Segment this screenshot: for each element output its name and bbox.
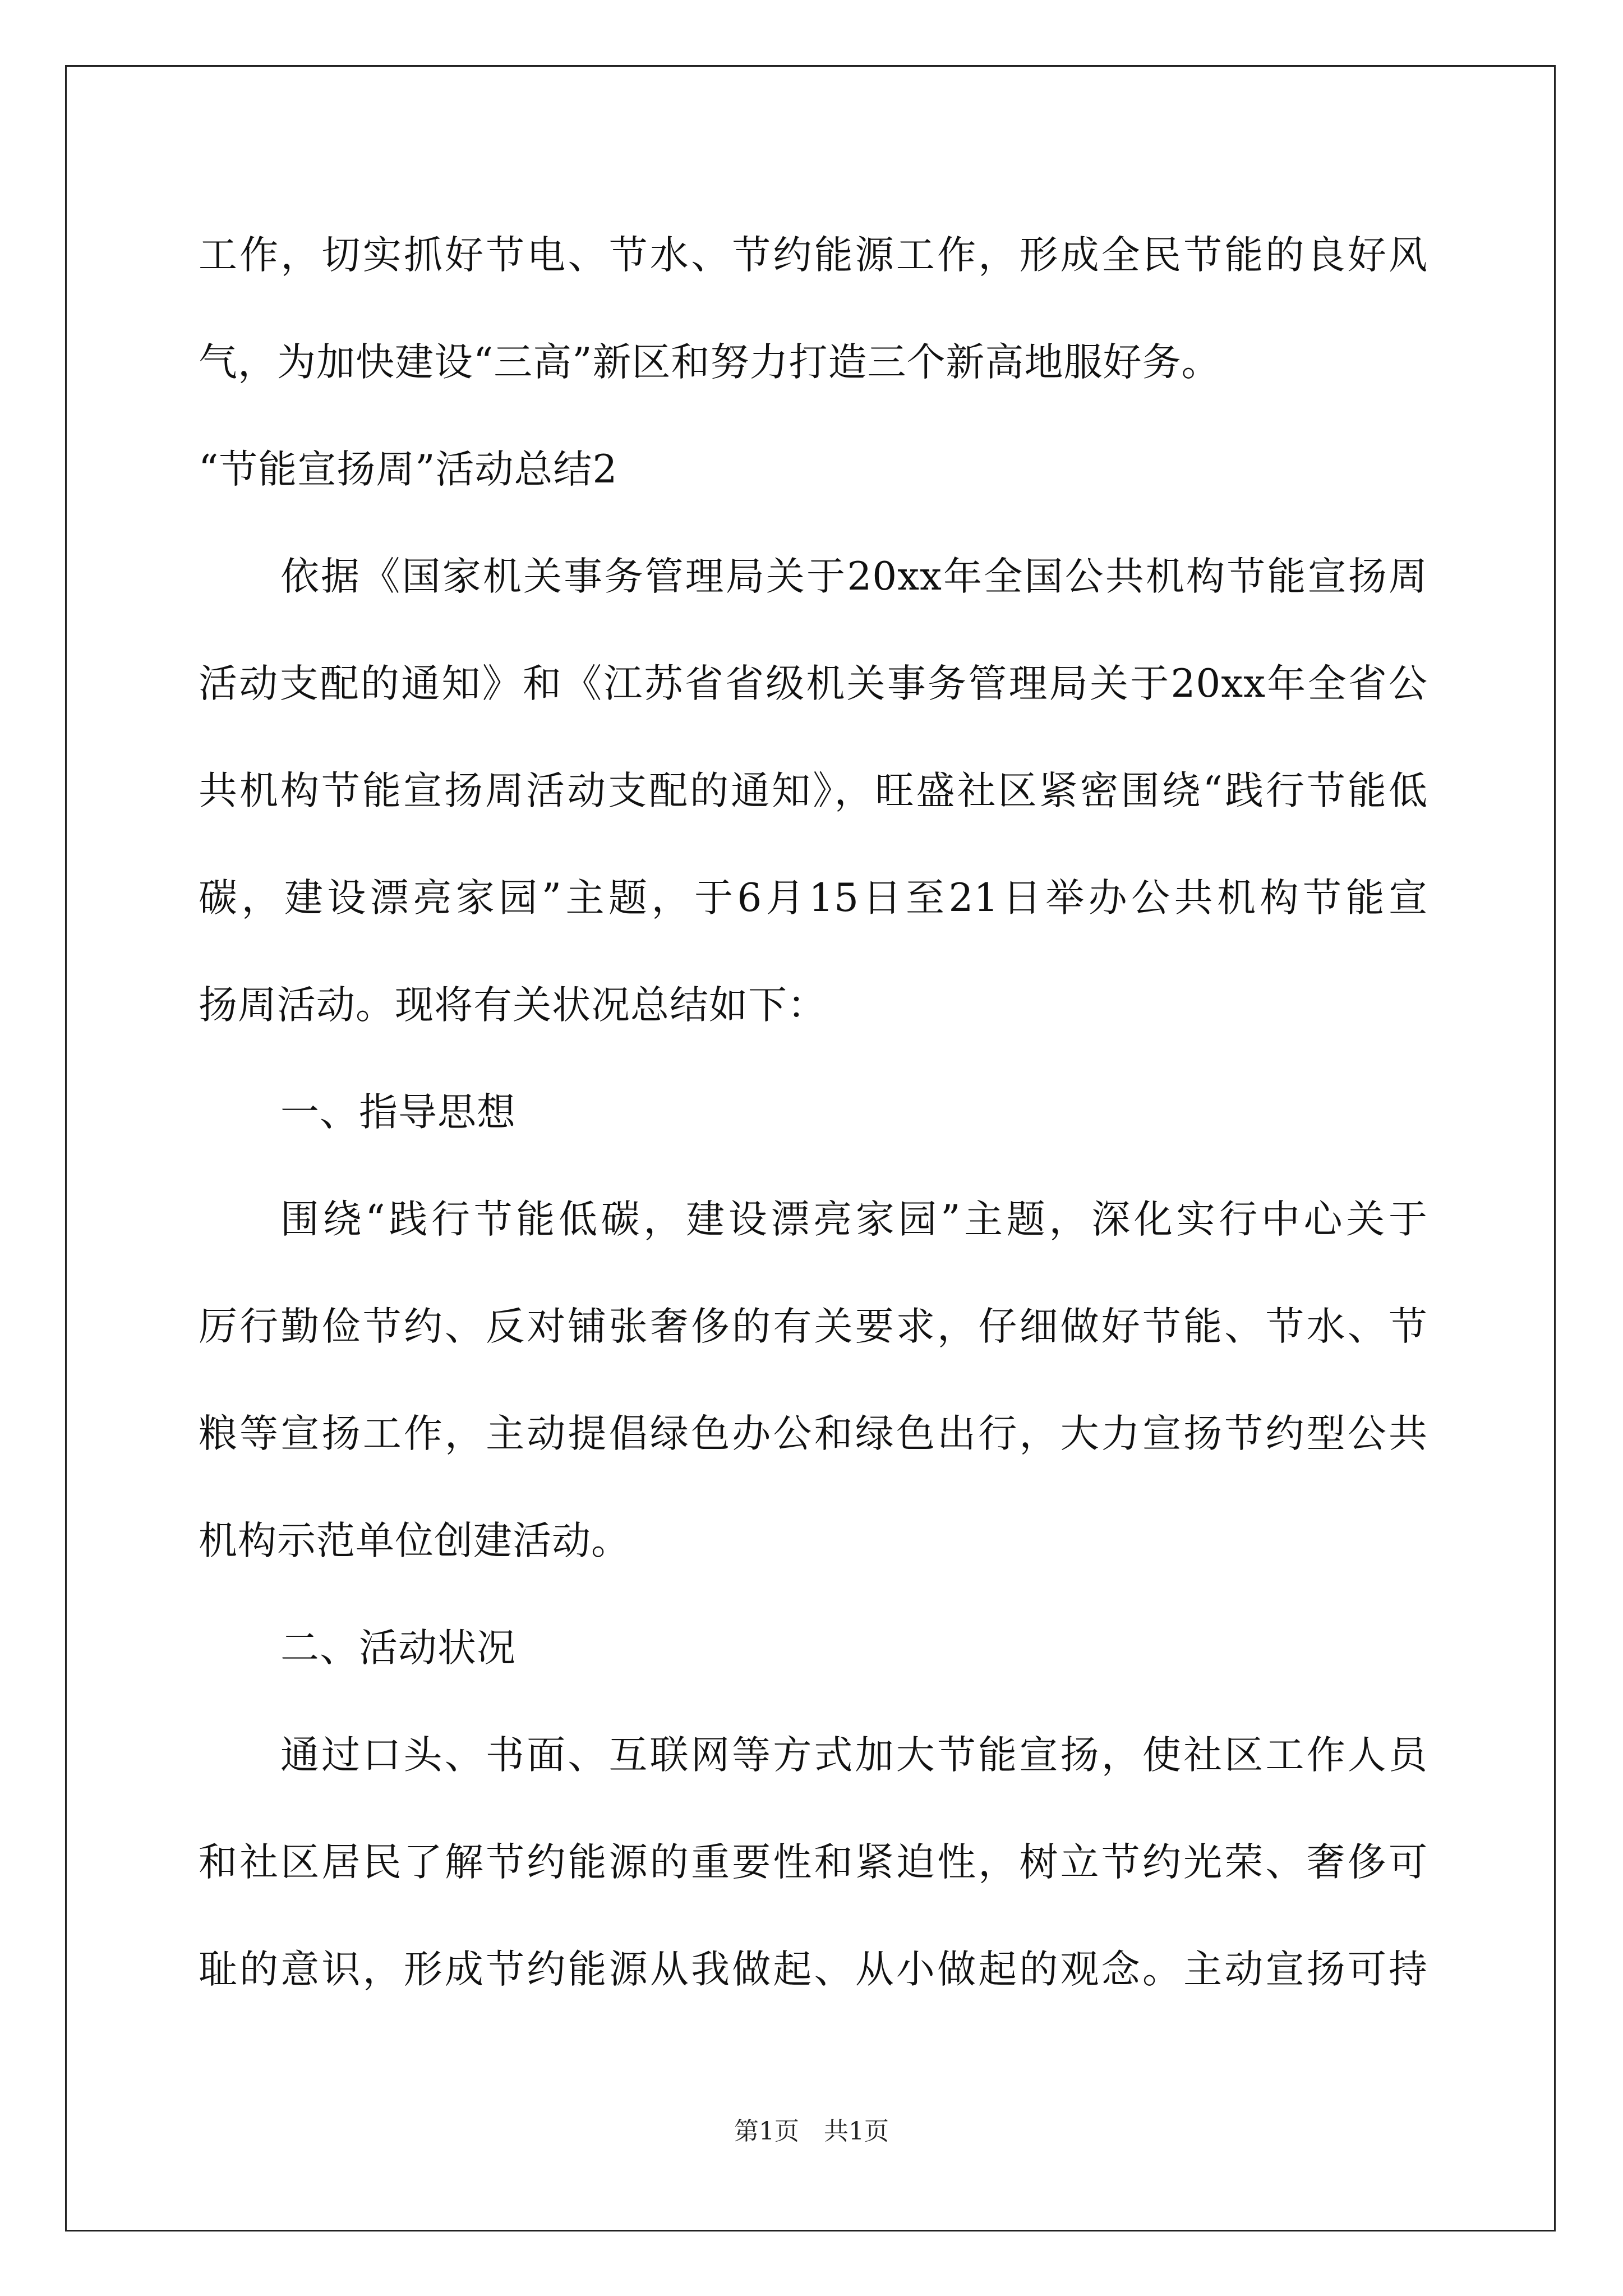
paragraph-line: 和社区居民了解节约能源的重要性和紧迫性，树立节约光荣、奢侈可 bbox=[199, 1840, 1428, 1885]
section-heading: 一、指导思想 bbox=[280, 1090, 516, 1135]
paragraph-line: 扬周活动。现将有关状况总结如下： bbox=[199, 983, 827, 1028]
paragraph-line: 气，为加快建设“三高”新区和努力打造三个新高地服好务。 bbox=[199, 340, 1221, 385]
section-title: “节能宣扬周”活动总结2 bbox=[199, 447, 618, 492]
section-heading: 二、活动状况 bbox=[280, 1626, 516, 1671]
paragraph-line: 厉行勤俭节约、反对铺张奢侈的有关要求，仔细做好节能、节水、节 bbox=[199, 1304, 1428, 1349]
paragraph-line: 碳，建设漂亮家园”主题，于6月15日至21日举办公共机构节能宣 bbox=[199, 876, 1428, 921]
paragraph-line: 通过口头、书面、互联网等方式加大节能宣扬，使社区工作人员 bbox=[280, 1733, 1428, 1778]
paragraph-line: 围绕“践行节能低碳，建设漂亮家园”主题，深化实行中心关于 bbox=[280, 1197, 1428, 1242]
paragraph-line: 机构示范单位创建活动。 bbox=[199, 1519, 630, 1563]
document-body bbox=[199, 208, 1428, 2029]
paragraph-line: 活动支配的通知》和《江苏省省级机关事务管理局关于20xx年全省公 bbox=[199, 661, 1428, 706]
paragraph-line: 共机构节能宣扬周活动支配的通知》，旺盛社区紧密围绕“践行节能低 bbox=[199, 769, 1428, 813]
paragraph-line: 依据《国家机关事务管理局关于20xx年全国公共机构节能宣扬周 bbox=[280, 554, 1428, 599]
paragraph-line: 工作，切实抓好节电、节水、节约能源工作，形成全民节能的良好风 bbox=[199, 233, 1428, 278]
paragraph-line: 耻的意识，形成节约能源从我做起、从小做起的观念。主动宣扬可持 bbox=[199, 1947, 1428, 1992]
paragraph-line: 粮等宣扬工作，主动提倡绿色办公和绿色出行，大力宣扬节约型公共 bbox=[199, 1411, 1428, 1456]
page-number: 第1页 共1页 bbox=[734, 2117, 889, 2146]
